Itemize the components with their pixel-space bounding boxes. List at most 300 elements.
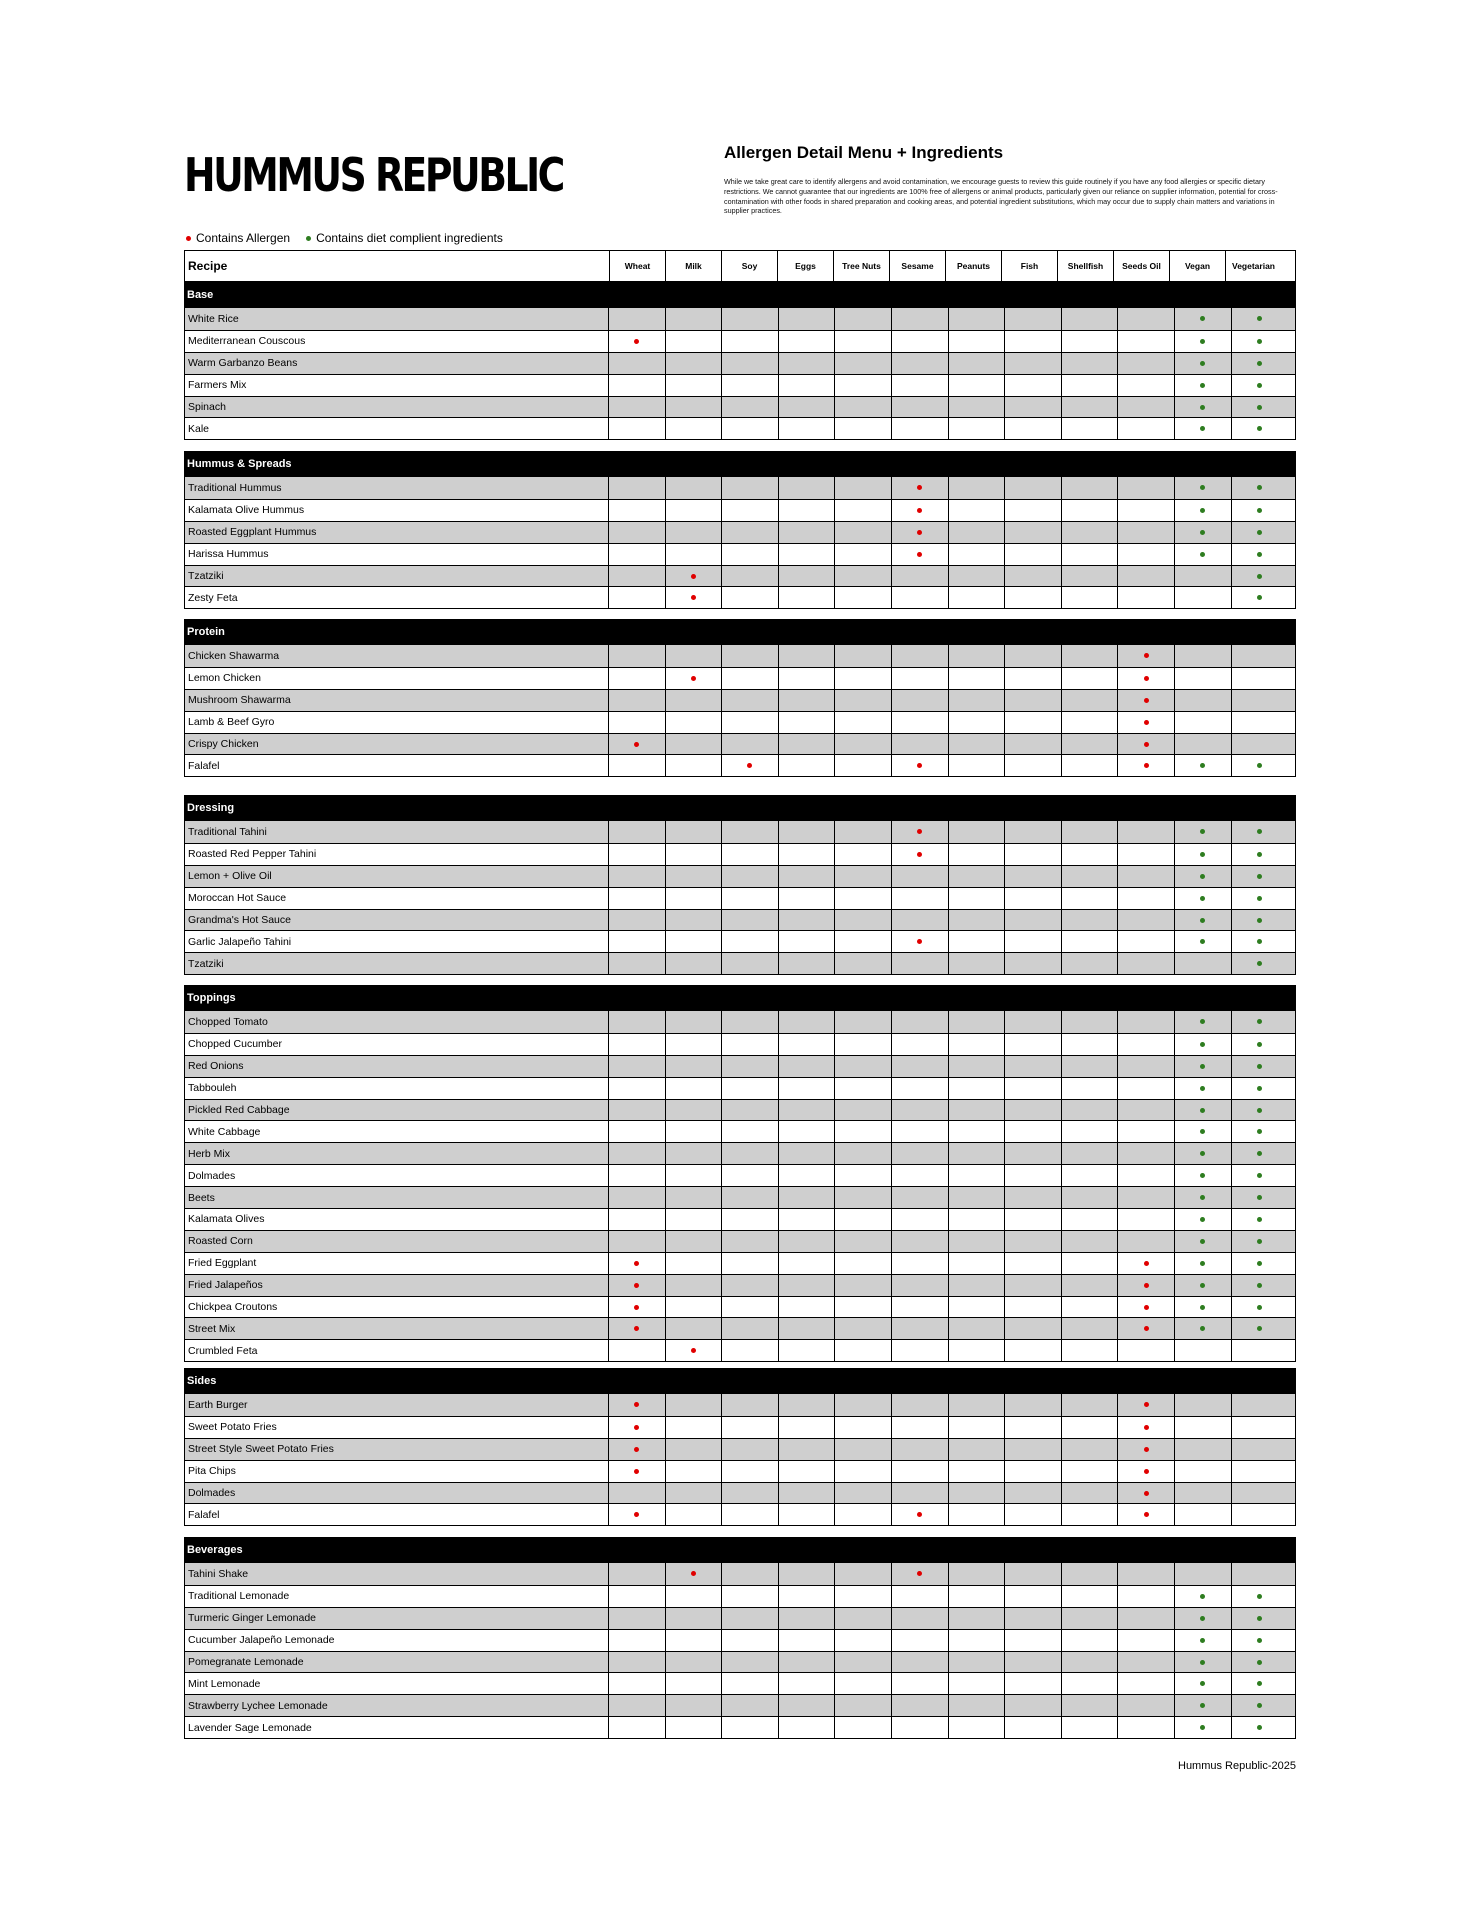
cell-fish: [1004, 1121, 1061, 1142]
recipe-name: Earth Burger: [188, 1398, 248, 1411]
cell-wheat: [608, 645, 665, 667]
cell-tree-nuts: [834, 1630, 891, 1651]
cell-shellfish: [1061, 1673, 1118, 1694]
cell-vegan: [1174, 1563, 1231, 1585]
cell-eggs: [778, 418, 835, 439]
cell-wheat: [608, 1187, 665, 1208]
cell-milk: [665, 755, 722, 776]
recipe-name: Tahini Shake: [188, 1567, 249, 1580]
cell-wheat: [608, 1056, 665, 1077]
diet-dot-icon: [1200, 1019, 1205, 1024]
cell-eggs: [778, 1056, 835, 1077]
diet-dot-icon: [1257, 339, 1262, 344]
table-row: [185, 865, 1295, 887]
cell-vegan: [1174, 1165, 1231, 1186]
cell-sesame: [891, 712, 948, 733]
cell-shellfish: [1061, 1297, 1118, 1318]
cell-sesame: [891, 331, 948, 352]
cell-wheat: [608, 844, 665, 865]
cell-sesame: [891, 397, 948, 418]
cell-vegetarian: [1231, 1608, 1288, 1629]
recipe-name: Roasted Corn: [188, 1235, 253, 1248]
cell-peanuts: [948, 308, 1005, 330]
cell-shellfish: [1061, 1187, 1118, 1208]
cell-milk: [665, 1165, 722, 1186]
cell-eggs: [778, 544, 835, 565]
cell-sesame: [891, 844, 948, 865]
cell-peanuts: [948, 1439, 1005, 1460]
table-row: [185, 843, 1295, 865]
diet-dot-icon: [1257, 1616, 1262, 1621]
cell-vegetarian: [1231, 331, 1288, 352]
cell-seeds-oil: [1117, 866, 1174, 887]
cell-sesame: [891, 1253, 948, 1274]
allergen-dot-icon: [1144, 1425, 1149, 1430]
cell-sesame: [891, 587, 948, 608]
diet-dot-icon: [1200, 896, 1205, 901]
table-row: [185, 930, 1295, 952]
diet-dot-icon: [1257, 1638, 1262, 1643]
cell-tree-nuts: [834, 844, 891, 865]
cell-milk: [665, 477, 722, 499]
cell-peanuts: [948, 1187, 1005, 1208]
recipe-name: Chopped Cucumber: [188, 1038, 282, 1051]
cell-shellfish: [1061, 866, 1118, 887]
cell-peanuts: [948, 375, 1005, 396]
cell-milk: [665, 1318, 722, 1339]
cell-vegan: [1174, 587, 1231, 608]
diet-dot-icon: [1257, 361, 1262, 366]
cell-milk: [665, 1394, 722, 1416]
cell-eggs: [778, 931, 835, 952]
cell-seeds-oil: [1117, 1253, 1174, 1274]
cell-shellfish: [1061, 1417, 1118, 1438]
diet-dot-icon: [1200, 1703, 1205, 1708]
cell-wheat: [608, 1483, 665, 1504]
cell-fish: [1004, 1504, 1061, 1525]
legend-diet-label: Contains diet complient ingredients: [316, 231, 503, 245]
cell-fish: [1004, 1717, 1061, 1738]
allergen-dot-icon: [1144, 698, 1149, 703]
cell-tree-nuts: [834, 755, 891, 776]
cell-sesame: [891, 668, 948, 689]
cell-vegetarian: [1231, 1439, 1288, 1460]
cell-vegetarian: [1231, 1231, 1288, 1252]
legend-allergen-label: Contains Allergen: [196, 231, 291, 245]
cell-milk: [665, 821, 722, 843]
diet-dot-icon: [1257, 1019, 1262, 1024]
cell-eggs: [778, 1461, 835, 1482]
cell-sesame: [891, 1297, 948, 1318]
allergen-dot-icon: [691, 676, 696, 681]
cell-eggs: [778, 645, 835, 667]
cell-seeds-oil: [1117, 1563, 1174, 1585]
cell-soy: [721, 1275, 778, 1296]
cell-soy: [721, 1187, 778, 1208]
recipe-name: Traditional Hummus: [188, 481, 282, 494]
table-row: [185, 352, 1295, 374]
cell-eggs: [778, 1652, 835, 1673]
table-row: [185, 711, 1295, 733]
header-recipe: Recipe: [188, 259, 228, 273]
diet-dot-icon: [1200, 763, 1205, 768]
cell-soy: [721, 331, 778, 352]
cell-milk: [665, 500, 722, 521]
diet-dot-icon: [1200, 1283, 1205, 1288]
cell-soy: [721, 1717, 778, 1738]
table-row: [185, 1033, 1295, 1055]
table-row: [185, 1563, 1295, 1585]
cell-peanuts: [948, 866, 1005, 887]
cell-wheat: [608, 587, 665, 608]
allergen-dot-icon: [917, 852, 922, 857]
recipe-name: Chopped Tomato: [188, 1015, 268, 1028]
cell-fish: [1004, 1253, 1061, 1274]
table-row: [185, 909, 1295, 931]
cell-vegetarian: [1231, 1461, 1288, 1482]
cell-tree-nuts: [834, 1340, 891, 1361]
recipe-name: Zesty Feta: [188, 591, 238, 604]
cell-peanuts: [948, 1143, 1005, 1164]
cell-vegan: [1174, 1318, 1231, 1339]
table-row: [185, 330, 1295, 352]
cell-fish: [1004, 734, 1061, 755]
cell-soy: [721, 953, 778, 974]
cell-eggs: [778, 1483, 835, 1504]
diet-dot-icon: [1200, 1064, 1205, 1069]
cell-fish: [1004, 1417, 1061, 1438]
table-row: [185, 821, 1295, 843]
cell-peanuts: [948, 734, 1005, 755]
cell-wheat: [608, 544, 665, 565]
cell-soy: [721, 1100, 778, 1121]
cell-fish: [1004, 1630, 1061, 1651]
cell-peanuts: [948, 910, 1005, 931]
cell-vegetarian: [1231, 1717, 1288, 1738]
cell-tree-nuts: [834, 353, 891, 374]
cell-seeds-oil: [1117, 888, 1174, 909]
cell-shellfish: [1061, 522, 1118, 543]
cell-peanuts: [948, 331, 1005, 352]
cell-seeds-oil: [1117, 1695, 1174, 1716]
cell-seeds-oil: [1117, 1231, 1174, 1252]
cell-vegetarian: [1231, 910, 1288, 931]
recipe-name: Fried Eggplant: [188, 1257, 257, 1270]
table-row: [185, 754, 1295, 776]
cell-wheat: [608, 477, 665, 499]
cell-eggs: [778, 866, 835, 887]
cell-vegan: [1174, 1394, 1231, 1416]
cell-shellfish: [1061, 308, 1118, 330]
cell-seeds-oil: [1117, 375, 1174, 396]
cell-milk: [665, 331, 722, 352]
cell-vegetarian: [1231, 1121, 1288, 1142]
cell-shellfish: [1061, 888, 1118, 909]
cell-vegan: [1174, 544, 1231, 565]
cell-sesame: [891, 1394, 948, 1416]
cell-peanuts: [948, 1461, 1005, 1482]
green-dot-icon: [306, 236, 311, 241]
cell-sesame: [891, 1100, 948, 1121]
diet-dot-icon: [1257, 874, 1262, 879]
cell-sesame: [891, 953, 948, 974]
cell-wheat: [608, 1563, 665, 1585]
cell-vegetarian: [1231, 522, 1288, 543]
diet-dot-icon: [1200, 1239, 1205, 1244]
cell-vegan: [1174, 690, 1231, 711]
cell-soy: [721, 844, 778, 865]
diet-dot-icon: [1257, 1725, 1262, 1730]
cell-tree-nuts: [834, 1417, 891, 1438]
cell-shellfish: [1061, 1056, 1118, 1077]
cell-sesame: [891, 1652, 948, 1673]
cell-seeds-oil: [1117, 544, 1174, 565]
cell-fish: [1004, 821, 1061, 843]
cell-eggs: [778, 477, 835, 499]
diet-dot-icon: [1257, 1195, 1262, 1200]
cell-fish: [1004, 1340, 1061, 1361]
cell-wheat: [608, 1011, 665, 1033]
cell-seeds-oil: [1117, 712, 1174, 733]
cell-soy: [721, 910, 778, 931]
cell-vegan: [1174, 477, 1231, 499]
cell-soy: [721, 1011, 778, 1033]
cell-vegetarian: [1231, 353, 1288, 374]
cell-vegetarian: [1231, 953, 1288, 974]
cell-vegan: [1174, 331, 1231, 352]
cell-seeds-oil: [1117, 1417, 1174, 1438]
diet-dot-icon: [1200, 530, 1205, 535]
cell-vegetarian: [1231, 1275, 1288, 1296]
cell-tree-nuts: [834, 931, 891, 952]
cell-soy: [721, 1231, 778, 1252]
diet-dot-icon: [1200, 1129, 1205, 1134]
cell-fish: [1004, 1652, 1061, 1673]
allergen-dot-icon: [917, 1571, 922, 1576]
cell-seeds-oil: [1117, 1630, 1174, 1651]
cell-fish: [1004, 331, 1061, 352]
cell-milk: [665, 1253, 722, 1274]
diet-dot-icon: [1200, 1261, 1205, 1266]
cell-vegan: [1174, 821, 1231, 843]
cell-vegan: [1174, 1695, 1231, 1716]
cell-peanuts: [948, 1297, 1005, 1318]
cell-peanuts: [948, 544, 1005, 565]
cell-peanuts: [948, 1608, 1005, 1629]
cell-seeds-oil: [1117, 645, 1174, 667]
recipe-name: Lavender Sage Lemonade: [188, 1721, 312, 1734]
cell-tree-nuts: [834, 1297, 891, 1318]
cell-eggs: [778, 1187, 835, 1208]
cell-shellfish: [1061, 1563, 1118, 1585]
cell-sesame: [891, 1483, 948, 1504]
cell-fish: [1004, 418, 1061, 439]
recipe-name: Pita Chips: [188, 1465, 236, 1478]
table-row: [185, 499, 1295, 521]
table-row: [185, 1607, 1295, 1629]
cell-shellfish: [1061, 1275, 1118, 1296]
cell-tree-nuts: [834, 1483, 891, 1504]
cell-soy: [721, 755, 778, 776]
cell-shellfish: [1061, 331, 1118, 352]
recipe-name: White Rice: [188, 312, 239, 325]
cell-vegan: [1174, 375, 1231, 396]
cell-shellfish: [1061, 844, 1118, 865]
cell-peanuts: [948, 821, 1005, 843]
cell-vegan: [1174, 888, 1231, 909]
diet-dot-icon: [1257, 383, 1262, 388]
recipe-name: Crispy Chicken: [188, 738, 259, 750]
cell-shellfish: [1061, 587, 1118, 608]
cell-shellfish: [1061, 712, 1118, 733]
cell-soy: [721, 500, 778, 521]
cell-wheat: [608, 866, 665, 887]
table-row: [185, 1186, 1295, 1208]
cell-vegan: [1174, 1231, 1231, 1252]
allergen-dot-icon: [691, 1571, 696, 1576]
cell-soy: [721, 712, 778, 733]
cell-peanuts: [948, 1078, 1005, 1099]
recipe-name: Street Mix: [188, 1322, 236, 1335]
cell-eggs: [778, 1078, 835, 1099]
diet-dot-icon: [1257, 1305, 1262, 1310]
allergen-dot-icon: [634, 1402, 639, 1407]
cell-soy: [721, 1056, 778, 1077]
section-title: Dressing: [184, 795, 1296, 821]
cell-seeds-oil: [1117, 397, 1174, 418]
table-row: [185, 1296, 1295, 1318]
cell-vegetarian: [1231, 1034, 1288, 1055]
cell-seeds-oil: [1117, 522, 1174, 543]
cell-vegetarian: [1231, 1483, 1288, 1504]
allergen-dot-icon: [691, 574, 696, 579]
cell-peanuts: [948, 712, 1005, 733]
cell-vegetarian: [1231, 1318, 1288, 1339]
cell-shellfish: [1061, 1717, 1118, 1738]
section-title: Sides: [184, 1368, 1296, 1394]
diet-dot-icon: [1200, 1638, 1205, 1643]
cell-sesame: [891, 1209, 948, 1230]
cell-sesame: [891, 1143, 948, 1164]
diet-dot-icon: [1200, 1217, 1205, 1222]
cell-vegetarian: [1231, 844, 1288, 865]
cell-seeds-oil: [1117, 1652, 1174, 1673]
cell-vegetarian: [1231, 734, 1288, 755]
recipe-name: White Cabbage: [188, 1125, 261, 1138]
cell-vegan: [1174, 1439, 1231, 1460]
cell-vegetarian: [1231, 1078, 1288, 1099]
cell-peanuts: [948, 690, 1005, 711]
cell-fish: [1004, 477, 1061, 499]
recipe-name: Roasted Red Pepper Tahini: [188, 848, 317, 861]
diet-dot-icon: [1257, 896, 1262, 901]
recipe-name: Lemon Chicken: [188, 672, 261, 685]
header-tree-nuts: Tree Nuts: [833, 251, 889, 281]
cell-sesame: [891, 1034, 948, 1055]
cell-wheat: [608, 1318, 665, 1339]
cell-vegan: [1174, 1121, 1231, 1142]
allergen-dot-icon: [1144, 742, 1149, 747]
cell-fish: [1004, 1483, 1061, 1504]
cell-vegetarian: [1231, 544, 1288, 565]
cell-sesame: [891, 821, 948, 843]
cell-soy: [721, 821, 778, 843]
cell-peanuts: [948, 953, 1005, 974]
diet-dot-icon: [1200, 316, 1205, 321]
cell-eggs: [778, 953, 835, 974]
cell-shellfish: [1061, 1121, 1118, 1142]
diet-dot-icon: [1257, 1660, 1262, 1665]
cell-wheat: [608, 755, 665, 776]
cell-shellfish: [1061, 755, 1118, 776]
cell-tree-nuts: [834, 1717, 891, 1738]
section-protein: [184, 619, 1296, 777]
allergen-dot-icon: [917, 485, 922, 490]
cell-fish: [1004, 1011, 1061, 1033]
cell-wheat: [608, 910, 665, 931]
cell-wheat: [608, 1297, 665, 1318]
table-header: [184, 250, 1296, 282]
diet-dot-icon: [1200, 1151, 1205, 1156]
recipe-name: Mediterranean Couscous: [188, 335, 306, 348]
cell-vegetarian: [1231, 888, 1288, 909]
cell-tree-nuts: [834, 331, 891, 352]
cell-soy: [721, 1630, 778, 1651]
cell-shellfish: [1061, 418, 1118, 439]
cell-eggs: [778, 888, 835, 909]
cell-seeds-oil: [1117, 1056, 1174, 1077]
table-row: [185, 1394, 1295, 1416]
cell-eggs: [778, 1253, 835, 1274]
cell-wheat: [608, 1143, 665, 1164]
header-seeds-oil: Seeds Oil: [1113, 251, 1169, 281]
allergen-dot-icon: [917, 939, 922, 944]
cell-fish: [1004, 397, 1061, 418]
cell-wheat: [608, 1275, 665, 1296]
cell-vegetarian: [1231, 1417, 1288, 1438]
cell-peanuts: [948, 1504, 1005, 1525]
cell-fish: [1004, 712, 1061, 733]
diet-dot-icon: [1257, 508, 1262, 513]
cell-seeds-oil: [1117, 1318, 1174, 1339]
allergen-dot-icon: [1144, 1305, 1149, 1310]
cell-vegetarian: [1231, 418, 1288, 439]
cell-vegan: [1174, 397, 1231, 418]
cell-fish: [1004, 668, 1061, 689]
cell-soy: [721, 544, 778, 565]
cell-vegetarian: [1231, 1340, 1288, 1361]
cell-milk: [665, 1275, 722, 1296]
table-row: [185, 1317, 1295, 1339]
cell-milk: [665, 1652, 722, 1673]
cell-tree-nuts: [834, 1253, 891, 1274]
allergen-dot-icon: [917, 530, 922, 535]
cell-seeds-oil: [1117, 690, 1174, 711]
cell-milk: [665, 1586, 722, 1607]
cell-fish: [1004, 844, 1061, 865]
cell-peanuts: [948, 645, 1005, 667]
table-row: [185, 1011, 1295, 1033]
allergen-dot-icon: [634, 1326, 639, 1331]
cell-soy: [721, 1253, 778, 1274]
diet-dot-icon: [1200, 1326, 1205, 1331]
cell-vegan: [1174, 1673, 1231, 1694]
cell-milk: [665, 844, 722, 865]
cell-tree-nuts: [834, 1504, 891, 1525]
cell-eggs: [778, 668, 835, 689]
table-row: [185, 565, 1295, 587]
cell-wheat: [608, 418, 665, 439]
